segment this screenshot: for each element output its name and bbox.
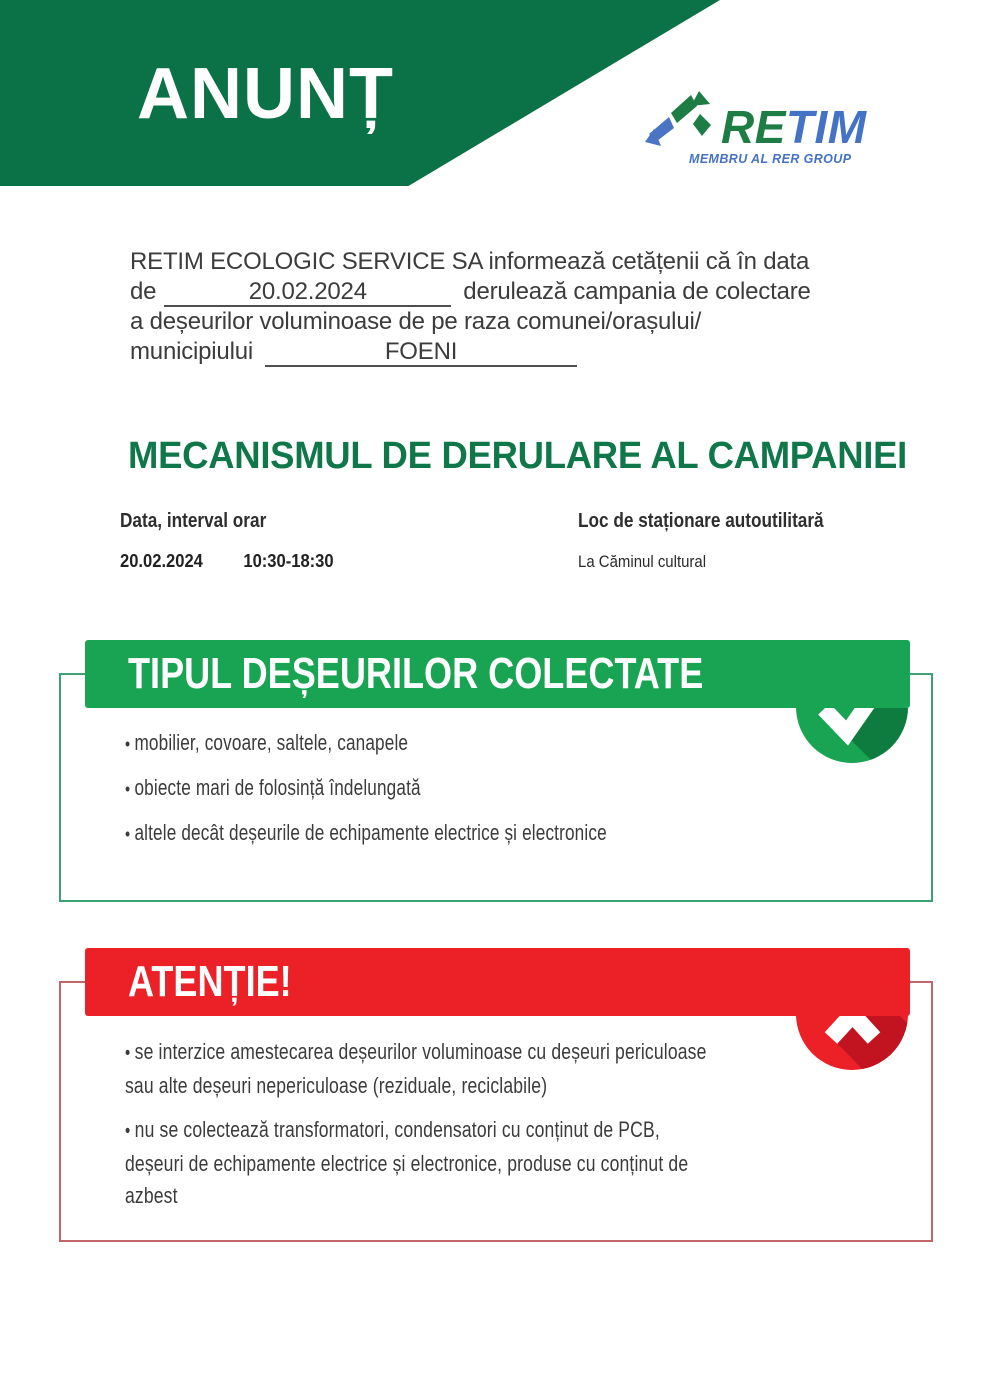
warning-banner xyxy=(85,948,910,1016)
schedule-date: 20.02.2024 xyxy=(120,551,203,571)
schedule-left-values xyxy=(120,551,334,572)
mechanism-heading: MECANISMUL DE DERULARE AL CAMPANIEI xyxy=(128,435,908,477)
schedule-right-title: Loc de staționare autoutilitară xyxy=(578,510,824,532)
warning-item: • nu se colectează transformatori, condensatori cu conținut de PCB, deșeuri de echipamente electrice și electronice, produse cu conținut de azbest xyxy=(125,1114,719,1212)
warning-title: ATENȚIE! xyxy=(128,957,292,1006)
intro-line-3: a deșeurilor voluminoase de pe raza comunei/orașului/ xyxy=(130,308,702,335)
warning-item: • se interzice amestecarea deșeurilor voluminoase cu deșeuri periculoase sau alte deșeuri nepericuloase (reziduale, reciclabile) xyxy=(125,1036,719,1102)
retim-tagline: MEMBRU AL RER GROUP xyxy=(689,152,852,166)
intro-line-4 xyxy=(130,337,920,367)
intro-line-4-prefix: municipiului xyxy=(130,338,253,365)
intro-line-1: RETIM ECOLOGIC SERVICE SA informează cetățenii că în data xyxy=(130,248,810,275)
schedule-left-title: Data, interval orar xyxy=(120,510,267,532)
warning-list xyxy=(125,1036,719,1224)
page-title: ANUNȚ xyxy=(137,54,394,134)
schedule-hours: 10:30-18:30 xyxy=(243,551,334,571)
collected-item: • altele decât deșeurile de echipamente electrice și electronice xyxy=(125,817,765,849)
retim-logo-row xyxy=(645,90,895,153)
intro-line-2-prefix: de xyxy=(130,278,157,305)
collected-list xyxy=(125,727,765,862)
recycle-icon xyxy=(645,90,719,148)
retim-logo xyxy=(645,90,895,166)
retim-wordmark xyxy=(721,101,867,153)
location-underline-field: FOENI xyxy=(265,339,577,367)
intro-line-2-suffix: derulează campania de colectare xyxy=(463,278,811,305)
collected-item: • obiecte mari de folosință îndelungată xyxy=(125,772,765,804)
date-underline-field: 20.02.2024 xyxy=(164,279,451,307)
collected-title: TIPUL DEȘEURILOR COLECTATE xyxy=(128,649,704,698)
retim-wordmark-tim: TIM xyxy=(785,101,867,153)
retim-wordmark-re: RE xyxy=(721,101,786,153)
collected-banner xyxy=(85,640,910,708)
intro-paragraph xyxy=(130,247,920,367)
intro-line-2 xyxy=(130,277,920,307)
schedule-location-value: La Căminul cultural xyxy=(578,552,707,571)
collected-item: • mobilier, covoare, saltele, canapele xyxy=(125,727,765,759)
